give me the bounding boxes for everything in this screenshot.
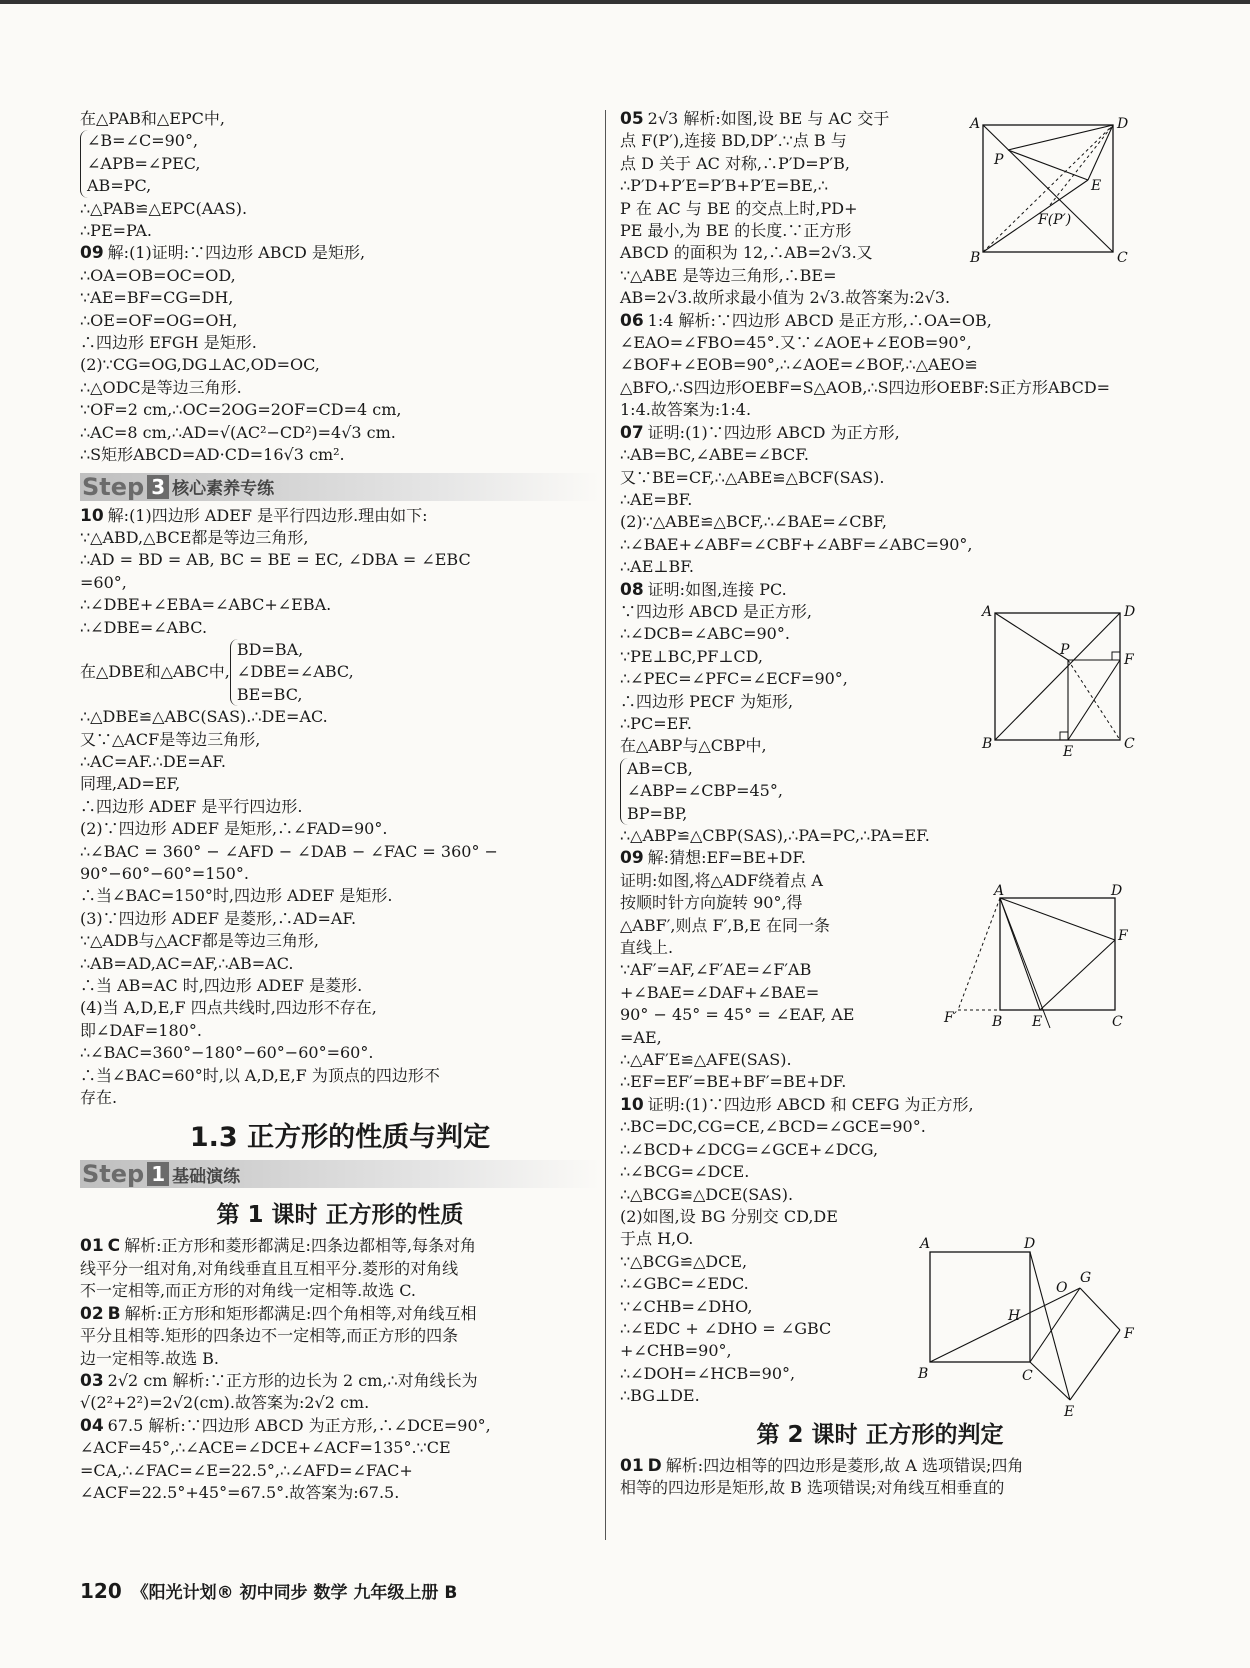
text-line: 1:4 解析:∵四边形 ABCD 是正方形,∴OA=OB, (647, 310, 992, 330)
fig-label: C (1117, 250, 1128, 266)
text-line: AB=2√3.故所求最小值为 2√3.故答案为:2√3. (620, 288, 951, 308)
text-line: 解:(1)证明:∵四边形 ABCD 是矩形, (107, 243, 366, 263)
text-line: ∵四边形 ABCD 是正方形, (620, 601, 812, 621)
page-footer (80, 1578, 457, 1603)
question-01 (80, 1235, 600, 1302)
text-line: ∴PC=EF. (620, 713, 692, 733)
text-line: 证明:如图,将△ADF绕着点 A (620, 870, 823, 890)
text-line: 点 F(P′),连接 BD,DP′.∵点 B 与 (620, 131, 847, 151)
text-line: P 在 AC 与 BE 的交点上时,PD+ (620, 198, 858, 218)
question-number: 03 (80, 1370, 104, 1391)
question-number: 08 (620, 579, 644, 600)
text-line: =AE, (620, 1027, 662, 1047)
text-line: 解析:正方形和菱形都满足:四条边都相等,每条对角 (124, 1236, 477, 1256)
question-number: 04 (80, 1415, 104, 1436)
section-title: 1.3 正方形的性质与判定 (189, 1122, 491, 1154)
text-line: ∠ACF=45°,∴∠ACE=∠DCE+∠ACF=135°.∵CE (80, 1438, 451, 1458)
text-line: BD=BA, (236, 639, 304, 659)
text-line: ∴OE=OF=OG=OH, (80, 310, 238, 330)
text-line: BE=BC, (236, 684, 303, 704)
text-line: ∴OA=OB=OC=OD, (80, 265, 236, 285)
text-line: ∴△DBE≌△ABC(SAS).∴DE=AC. (80, 707, 328, 727)
text-line: ∴∠EDC + ∠DHO = ∠GBC (620, 1318, 832, 1338)
answer-letter: B (107, 1303, 121, 1324)
fig-label: C (1124, 736, 1135, 752)
text-line: 解:猜想:EF=BE+DF. (647, 848, 807, 868)
fig-label: B (970, 250, 981, 266)
text-line: (2)∵四边形 ADEF 是矩形,∴∠FAD=90°. (80, 819, 388, 839)
text-line: ∴AB=BC,∠ABE=∠BCF. (620, 445, 809, 465)
text-line: ∴当 AB=AC 时,四边形 ADEF 是菱形. (80, 976, 363, 996)
figure-08 (982, 604, 1136, 760)
question-number: 10 (620, 1094, 644, 1115)
fig-label: D (1117, 116, 1129, 132)
text-line: (2)∵CG=OG,DG⊥AC,OD=OC, (80, 355, 320, 375)
text-line: +∠CHB=90°, (620, 1341, 732, 1361)
problem-09 (80, 242, 600, 466)
fig-label: A (920, 1236, 931, 1252)
step-label: 核心素养专练 (172, 479, 275, 499)
text-line: +∠BAE=∠DAF+∠BAE= (620, 982, 820, 1002)
column-divider (605, 110, 606, 1540)
fig-label: F(P′) (1038, 212, 1072, 228)
text-line: ∴S矩形ABCD=AD·CD=16√3 cm². (80, 445, 345, 465)
question-01-lesson2 (620, 1455, 1140, 1500)
text-line: ∴△PAB≌△EPC(AAS). (80, 198, 248, 218)
step-label: 基础演练 (172, 1166, 241, 1187)
figure-10 (918, 1236, 1140, 1420)
fig-label: D (1111, 883, 1123, 899)
text-line: ∴BC=DC,CG=CE,∠BCD=∠GCE=90°. (620, 1117, 926, 1137)
equation-system (620, 758, 783, 825)
text-line: ∴AC=8 cm,∴AD=√(AC²−CD²)=4√3 cm. (80, 422, 396, 442)
fig-label: E (1063, 744, 1074, 760)
text-line: (2)∵△ABE≌△BCF,∴∠BAE=∠CBF, (620, 512, 887, 532)
text-line: ∴AB=AD,AC=AF,∴AB=AC. (80, 953, 294, 973)
text-line: ∵△ADB与△ACF都是等边三角形, (80, 931, 319, 951)
text-line: ∴∠BAC = 360° − ∠AFD − ∠DAB − ∠FAC = 360° − (80, 841, 498, 861)
problem-10 (80, 505, 600, 1110)
text-line: ∴当∠BAC=60°时,以 A,D,E,F 为顶点的四边形不 (80, 1065, 440, 1085)
equation-system (80, 130, 201, 197)
problem-number: 10 (80, 505, 104, 526)
text-line: √(2²+2²)=2√2(cm).故答案为:2√2 cm. (80, 1393, 370, 1413)
text-line: =60°, (80, 572, 127, 592)
text-line: 同理,AD=EF, (80, 774, 181, 794)
text-line: ∴∠BAE+∠ABF=∠CBF+∠ABF=∠ABC=90°, (620, 534, 973, 554)
text-line: ∴当∠BAC=150°时,四边形 ADEF 是矩形. (80, 886, 393, 906)
text-line: AB=PC, (87, 176, 152, 196)
step-number: 1 (147, 1162, 169, 1186)
text-line: 90° − 45° = 45° = ∠EAF, AE (620, 1005, 855, 1025)
text-line: ∵AE=BF=CG=DH, (80, 288, 234, 308)
text-line: 点 D 关于 AC 对称,∴P′D=P′B, (620, 153, 850, 173)
text-line: ∴△ABP≌△CBP(SAS),∴PA=PC,∴PA=EF. (620, 826, 930, 845)
text-line: △BFO,∴S四边形OEBF=S△AOB,∴S四边形OEBF:S正方形ABCD= (620, 377, 1111, 397)
text-line: 平分且相等.矩形的四条边不一定相等,而正方形的四条 (80, 1326, 459, 1346)
figure-05 (970, 116, 1129, 266)
problem-number: 09 (80, 243, 104, 264)
text-line: 边一定相等.故选 B. (80, 1348, 220, 1368)
page-number: 120 (80, 1579, 122, 1603)
text-line: ∵△ABE 是等边三角形,∴BE= (620, 265, 837, 285)
text-line: =CA,∴∠FAC=∠E=22.5°,∴∠AFD=∠FAC+ (80, 1460, 413, 1480)
text-line: 即∠DAF=180°. (80, 1020, 202, 1040)
text-line: 相等的四边形是矩形,故 B 选项错误;对角线互相垂直的 (620, 1477, 1005, 1497)
figure-10-svg (918, 1236, 1140, 1420)
step-word: Step (82, 1160, 145, 1189)
fig-label: B (982, 736, 993, 752)
question-06 (620, 310, 1140, 422)
text-line: 1:4.故答案为:1:4. (620, 400, 752, 420)
text-line: ∴∠DBE=∠ABC. (80, 617, 208, 637)
text-line: ∴AE=BF. (620, 489, 693, 509)
question-04 (80, 1415, 600, 1505)
text-line: 线平分一组对角,对角线垂直且互相平分.菱形的对角线 (80, 1258, 459, 1278)
fig-label: D (1024, 1236, 1036, 1252)
text-line: ∴四边形 PECF 为矩形, (620, 691, 794, 711)
text-line: 不一定相等,而正方形的对角线一定相等.故选 C. (80, 1281, 417, 1301)
step-word: Step (82, 472, 145, 501)
text-line: ∴∠PEC=∠PFC=∠ECF=90°, (620, 669, 848, 689)
left-column (80, 108, 600, 1504)
text-line: ∴∠BCD+∠DCG=∠GCE+∠DCG, (620, 1139, 879, 1159)
step3-banner (80, 473, 600, 501)
text-line: ∴∠DCB=∠ABC=90°. (620, 624, 790, 644)
fig-label: F (1118, 928, 1128, 944)
text-line: 直线上. (620, 938, 674, 958)
fig-label: E (1064, 1404, 1075, 1420)
text-line: ∴△AF′E≌△AFE(SAS). (620, 1050, 792, 1070)
text-line: ∴AE⊥BF. (620, 557, 694, 577)
text-line: ∴△BCG≌△DCE(SAS). (620, 1184, 794, 1204)
question-number: 05 (620, 109, 644, 129)
text-line: ∴BG⊥DE. (620, 1386, 700, 1406)
fig-label: B (992, 1014, 1003, 1030)
question-02 (80, 1303, 600, 1370)
text-line: ∴AD = BD = AB, BC = BE = EC, ∠DBA = ∠EBC (80, 550, 471, 570)
question-07 (620, 422, 1140, 579)
book-title: 初中同步 数学 九年级上册 B (239, 1583, 458, 1603)
intro-block (80, 108, 600, 242)
text-line: 解:(1)四边形 ADEF 是平行四边形.理由如下: (107, 505, 428, 525)
question-number: 02 (80, 1303, 104, 1324)
text-line: ∴PE=PA. (80, 221, 152, 241)
text-line: ∠EAO=∠FBO=45°.又∵∠AOE+∠EOB=90°, (620, 333, 972, 353)
text-line: 90°−60°−60°=150°. (80, 864, 249, 883)
text-line: ∠DBE=∠ABC, (236, 662, 354, 682)
text-line: 在△ABP与△CBP中, (620, 736, 767, 756)
text-line: ∴∠GBC=∠EDC. (620, 1274, 749, 1294)
answer-letter: C (107, 1236, 121, 1257)
text-line: ABCD 的面积为 12,∴AB=2√3.又 (620, 243, 873, 263)
text-line: ∴∠BAC=360°−180°−60°−60°=60°. (80, 1043, 374, 1063)
text-line: ∴AC=AF.∴DE=AF. (80, 751, 226, 771)
text-line: 解析:四边相等的四边形是菱形,故 A 选项错误;四角 (665, 1455, 1024, 1475)
text-line: 在△PAB和△EPC中, (80, 109, 225, 128)
equation-system (230, 639, 354, 706)
figure-09-svg (944, 883, 1130, 1030)
question-number: 01 (80, 1236, 104, 1257)
lesson-title: 第 2 课时 正方形的判定 (756, 1421, 1004, 1448)
fig-label: F′ (944, 1010, 957, 1026)
fig-label: G (1080, 1270, 1092, 1286)
text-line: (3)∵四边形 ADEF 是菱形,∴AD=AF. (80, 908, 357, 928)
question-number: 07 (620, 422, 644, 443)
brand-name: 《阳光计划® (131, 1583, 234, 1603)
answer-letter: D (647, 1455, 662, 1476)
text-line: ∠APB=∠PEC, (87, 153, 201, 173)
top-border (0, 0, 1250, 4)
text-line: (2)如图,设 BG 分别交 CD,DE (620, 1206, 838, 1226)
text-line: 于点 H,O. (620, 1229, 694, 1249)
text-line: △ABF′,则点 F′,B,E 在同一条 (620, 915, 830, 935)
text-line: ∴四边形 ADEF 是平行四边形. (80, 796, 303, 816)
fig-label: E (1091, 178, 1102, 194)
text-line: 证明:(1)∵四边形 ABCD 和 CEFG 为正方形, (647, 1094, 974, 1114)
step1-banner (80, 1160, 600, 1188)
text-line: ∠ACF=22.5°+45°=67.5°.故答案为:67.5. (80, 1482, 400, 1502)
text-line: BP=BP, (627, 803, 688, 823)
text-line: 存在. (80, 1088, 118, 1108)
figure-09 (944, 883, 1130, 1030)
fig-label: A (994, 883, 1005, 899)
text-line: ∴EF=EF′=BE+BF′=BE+DF. (620, 1072, 847, 1092)
text-line: 又∵BE=CF,∴△ABE≌△BCF(SAS). (620, 467, 885, 487)
text-line: AB=CB, (627, 758, 693, 778)
text-line: 解析:正方形和矩形都满足:四个角相等,对角线互相 (124, 1303, 477, 1323)
text-line: 2√2 cm 解析:∵正方形的边长为 2 cm,∴对角线长为 (107, 1370, 478, 1390)
fig-label: C (1022, 1368, 1033, 1384)
fig-label: E (1032, 1014, 1043, 1030)
fig-label: A (982, 604, 993, 620)
fig-label: F (1124, 652, 1134, 668)
text-line: 又∵△ACF是等边三角形, (80, 729, 261, 749)
text-line: 按顺时针方向旋转 90°,得 (620, 893, 803, 913)
fig-label: F (1124, 1326, 1134, 1342)
fig-label: O (1056, 1280, 1068, 1296)
text-line: ∴△ODC是等边三角形. (80, 377, 242, 397)
text-line: PE 最小,为 BE 的长度.∵正方形 (620, 221, 852, 241)
text-line: ∴∠DBE+∠EBA=∠ABC+∠EBA. (80, 595, 332, 615)
fig-label: P (1060, 642, 1070, 658)
step-number: 3 (147, 475, 169, 499)
text-line: 证明:(1)∵四边形 ABCD 为正方形, (647, 422, 900, 442)
fig-label: H (1008, 1308, 1021, 1324)
text-line: ∠ABP=∠CBP=45°, (627, 781, 783, 801)
text-line: 2√3 解析:如图,设 BE 与 AC 交于 (647, 109, 890, 128)
question-number: 09 (620, 848, 644, 869)
figure-08-svg (982, 604, 1136, 760)
text-line: ∵∠CHB=∠DHO, (620, 1296, 753, 1316)
question-number: 06 (620, 310, 644, 331)
figure-05-svg (970, 116, 1129, 266)
lesson-title: 第 1 课时 正方形的性质 (216, 1202, 464, 1229)
text-line: 证明:如图,连接 PC. (647, 579, 787, 599)
text-line: 在△DBE和△ABC中, (80, 662, 230, 682)
fig-label: B (918, 1366, 929, 1382)
text-line: 67.5 解析:∵四边形 ABCD 为正方形,∴∠DCE=90°, (107, 1415, 491, 1435)
text-line: ∵△ABD,△BCE都是等边三角形, (80, 527, 309, 547)
text-line: ∴∠DOH=∠HCB=90°, (620, 1363, 796, 1383)
text-line: ∴四边形 EFGH 是矩形. (80, 333, 257, 353)
text-line: ∵OF=2 cm,∴OC=2OG=2OF=CD=4 cm, (80, 400, 402, 420)
question-03 (80, 1370, 600, 1415)
fig-label: C (1112, 1014, 1123, 1030)
text-line: ∠B=∠C=90°, (87, 131, 199, 151)
text-line: ∵PE⊥BC,PF⊥CD, (620, 646, 763, 666)
question-number: 01 (620, 1455, 644, 1476)
text-line: ∵△BCG≌△DCE, (620, 1251, 748, 1271)
text-line: ∴∠BCG=∠DCE. (620, 1162, 750, 1182)
fig-label: A (970, 116, 981, 132)
text-line: ∠BOF+∠EOB=90°,∴∠AOE=∠BOF,∴△AEO≌ (620, 355, 978, 375)
fig-label: P (994, 152, 1004, 168)
text-line: ∴P′D+P′E=P′B+P′E=BE,∴ (620, 176, 829, 196)
fig-label: D (1124, 604, 1136, 620)
text-line: ∵AF′=AF,∠F′AE=∠F′AB (620, 960, 812, 980)
question-05 (620, 108, 975, 310)
text-line: (4)当 A,D,E,F 四点共线时,四边形不存在, (80, 998, 377, 1018)
